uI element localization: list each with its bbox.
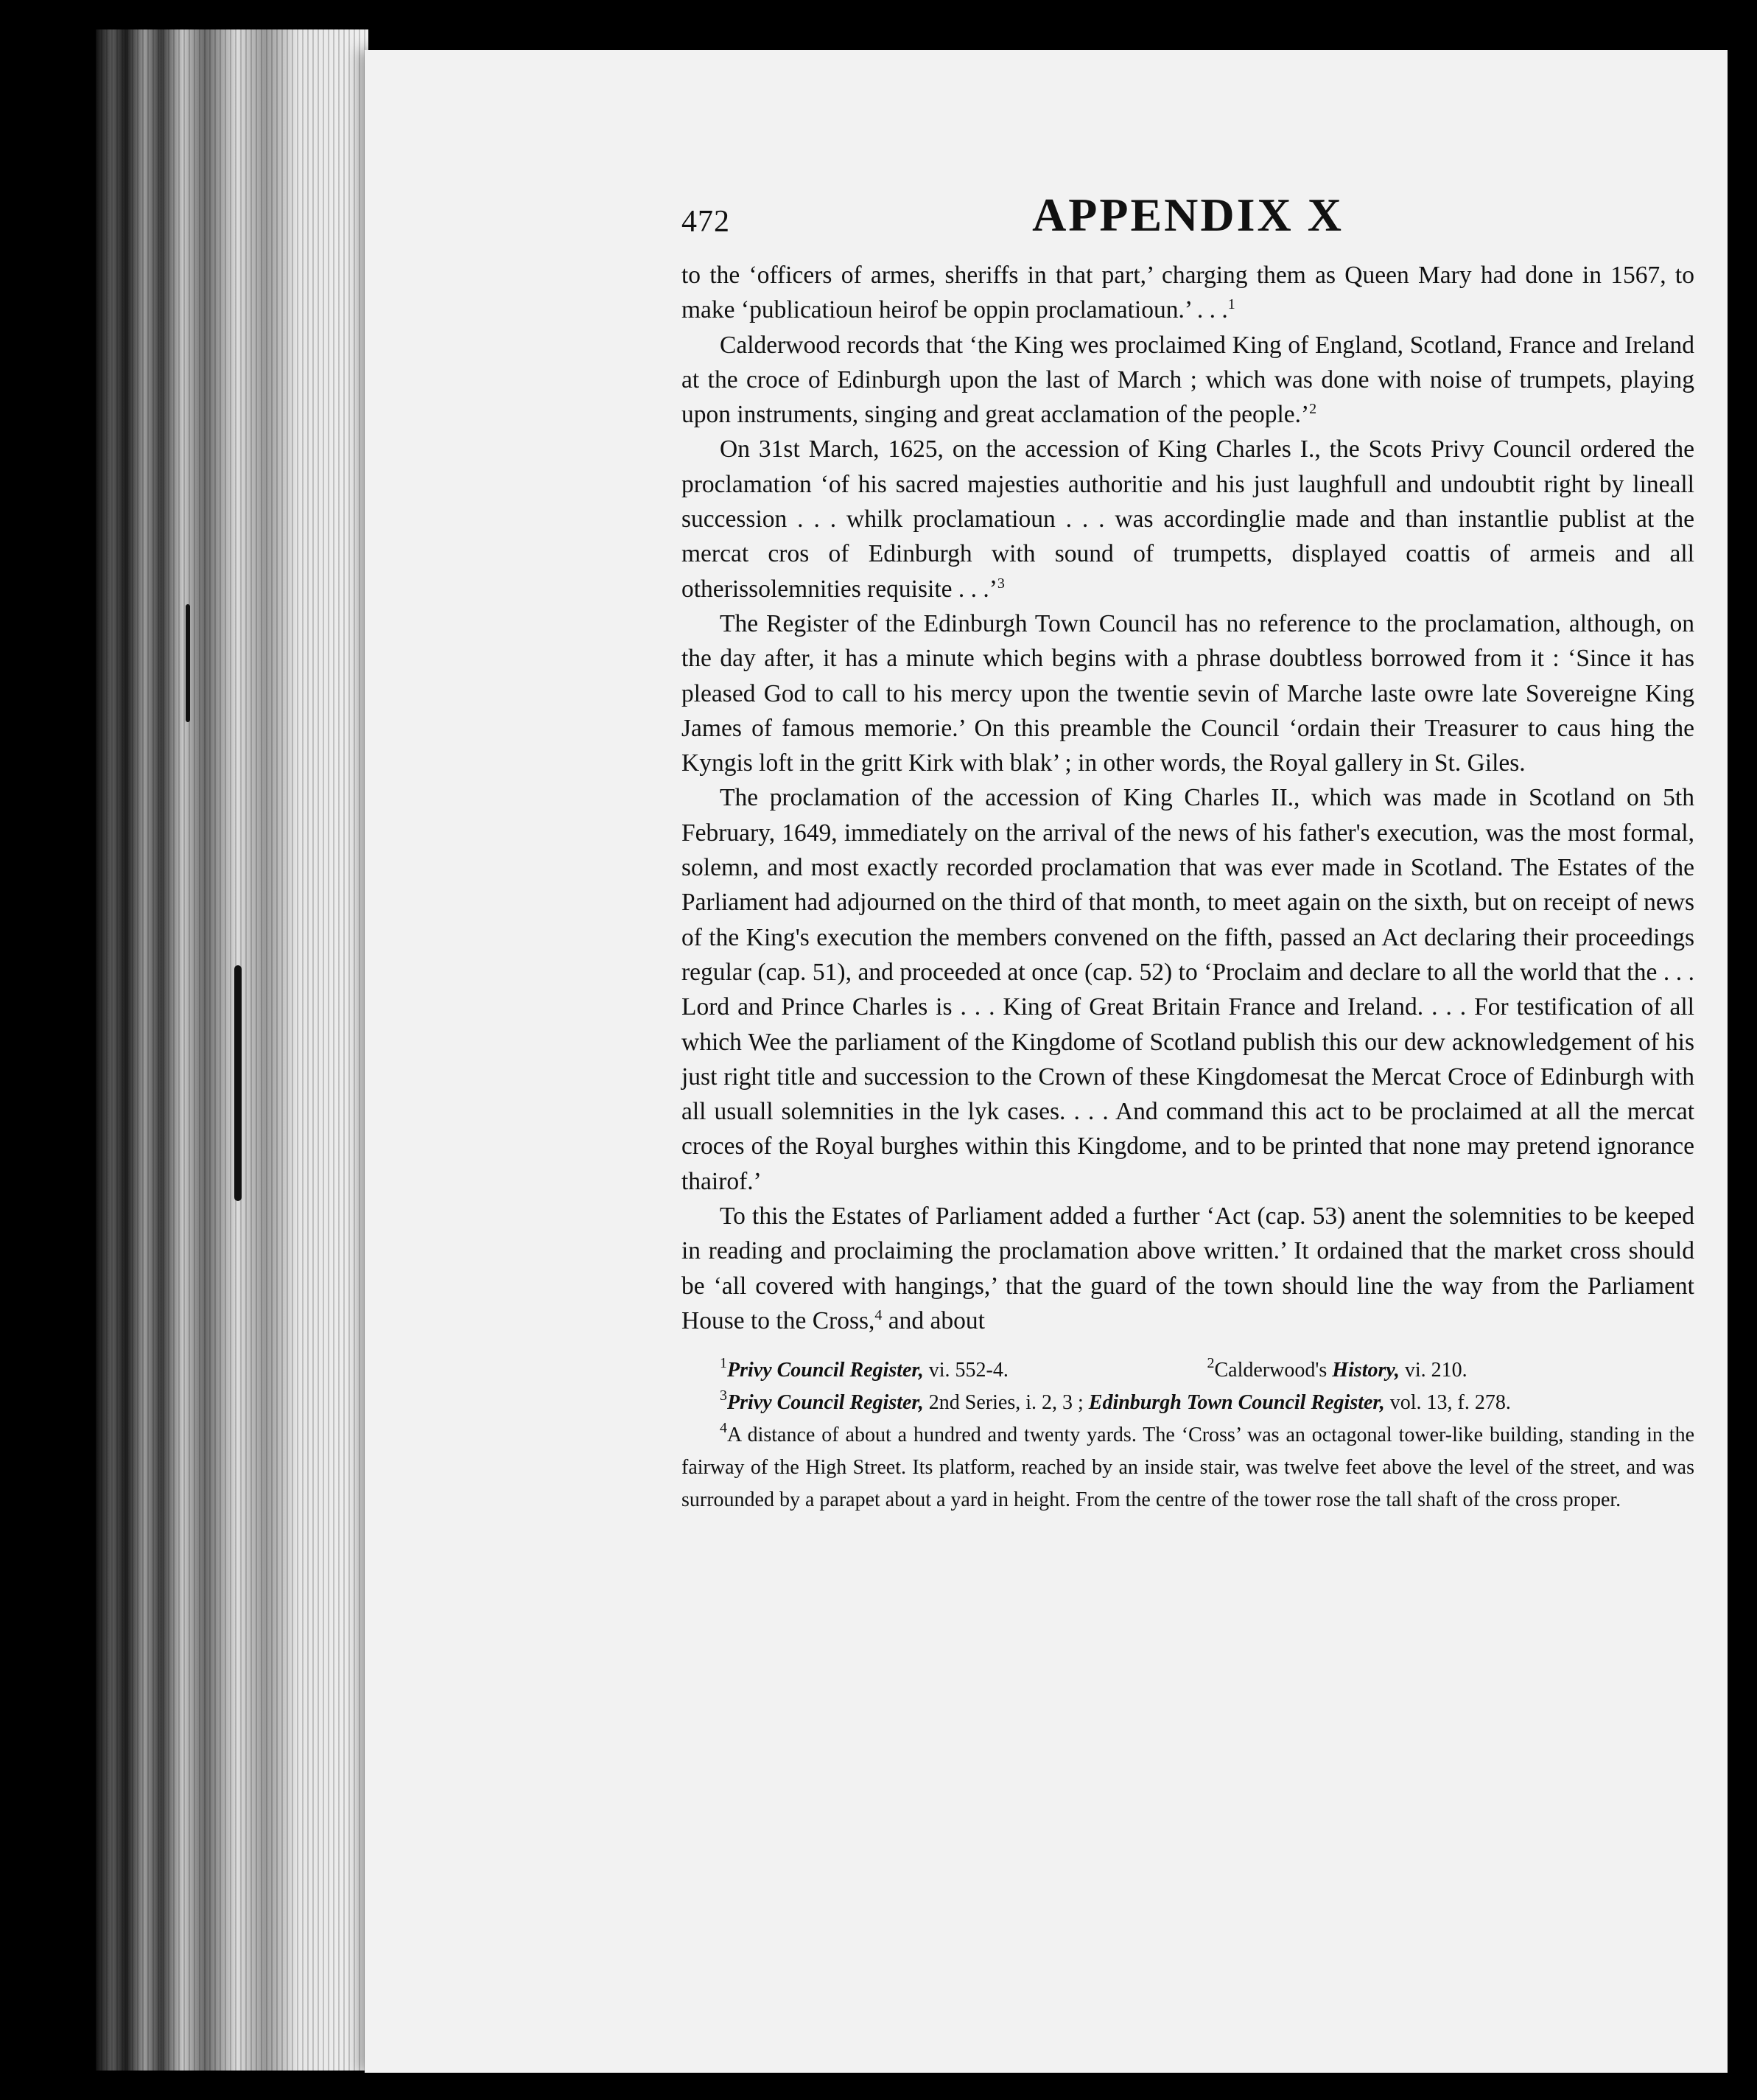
paragraph: On 31st March, 1625, on the accession of King Charles I., the Scots Privy Council ordered the proclamation ‘of his sacred majesties authoritie and his just laughfull and undoubtit right by lineall succession . . . whilk proclamatioun . . . was accordinglie made and than instantlie publist at the mercat cros of Edinburgh with sound of trumpetts, displayed coattis of armeis and all otherissolemnities requisite . . .’$^3$: [681, 435, 1694, 603]
book-page-edges: [96, 29, 368, 2071]
page-content: [681, 188, 1694, 1516]
paragraph: The Register of the Edinburgh Town Council has no reference to the proclamation, although, on the day after, it has a minute which begins with a phrase doubtless borrowed from it : ‘Since it has pleased God to call to his mercy upon the twentie sevin of Marche laste owre late Sovereigne King James of famous memorie.’ On this preamble the Council ‘ordain their Treasurer to caus hing the Kyngis loft in the gritt Kirk with blak’ ; in other words, the Royal gallery in St. Giles.: [681, 609, 1694, 777]
footnote-row: [681, 1354, 1694, 1387]
binding-mark: [234, 965, 242, 1201]
binding-mark: [186, 604, 190, 722]
paragraph: Calderwood records that ‘the King wes proclaimed King of England, Scotland, France and Ireland at the croce of Edinburgh upon the last of March ; which was done with noise of trumpets, playing upon instruments, singing and great acclamation of the people.’$^2$: [681, 331, 1694, 429]
paragraph: The proclamation of the accession of King Charles II., which was made in Scotland on 5th February, 1649, immediately on the arrival of the news of his father's execution, was the most formal, solemn, and most exactly recorded proclamation that was ever made in Scotland. The Estates of the Parliament had adjourned on the third of that month, to meet again on the sixth, but on receipt of news of the King's execution the members convened on the fifth, passed an Act declaring their proceedings regular (cap. 51), and proceeded at once (cap. 52) to ‘Proclaim and declare to all the world that the . . . Lord and Prince Charles is . . . King of Great Britain France and Ireland. . . . For testification of all which Wee the parliament of the Kingdome of Scotland publish this our dew acknowledgement of his just right title and succession to the Crown of these Kingdomesat the Mercat Croce of Edinburgh with all usuall solemnities in the lyk cases. . . . And command this act to be proclaimed at all the mercat croces of the Royal burghes within this Kingdome, and to be printed that none may pretend ignorance thairof.’: [681, 784, 1694, 1195]
running-head: [681, 188, 1694, 258]
footnote-4: $^4$A distance of about a hundred and twenty yards. The ‘Cross’ was an octagonal tower-like building, standing in the fairway of the High Street. Its platform, reached by an inside stair, was twelve feet above the level of the street, and was surrounded by a parapet about a yard in height. From the centre of the tower rose the tall shaft of the cross proper.: [681, 1420, 1694, 1512]
paragraph: To this the Estates of Parliament added a further ‘Act (cap. 53) anent the solemnities to be keeped in reading and proclaiming the proclamation above written.’ It ordained that the market cross should be ‘all covered with hangings,’ that the guard of the town should line the way from the Parliament House to the Cross,$^4$ and about: [681, 1203, 1694, 1334]
body-text: [681, 258, 1694, 1338]
footnote-ref: 4: [874, 1306, 883, 1323]
footnote-ref: 2: [1309, 401, 1317, 418]
footnote-ref: 1: [1227, 296, 1235, 313]
paragraph: to the ‘officers of armes, sheriffs in that part,’ charging them as Queen Mary had done in 1567, to make ‘publicatioun heirof be oppin proclamatioun.’ . . .$^1$: [681, 262, 1694, 324]
footnote-1: $^1$Privy Council Register, vi. 552-4.: [720, 1355, 1009, 1382]
page-number: 472: [681, 205, 730, 239]
footnote-ref: 3: [997, 575, 1005, 592]
footnote-3: $^3$Privy Council Register, 2nd Series, i. 2, 3 ; Edinburgh Town Council Register, vol. 13, f. 278.: [720, 1387, 1511, 1415]
page-title: APPENDIX X: [1032, 189, 1344, 241]
footnotes: [681, 1354, 1694, 1516]
footnote-2: $^2$Calderwood's History, vi. 210.: [1207, 1355, 1467, 1382]
